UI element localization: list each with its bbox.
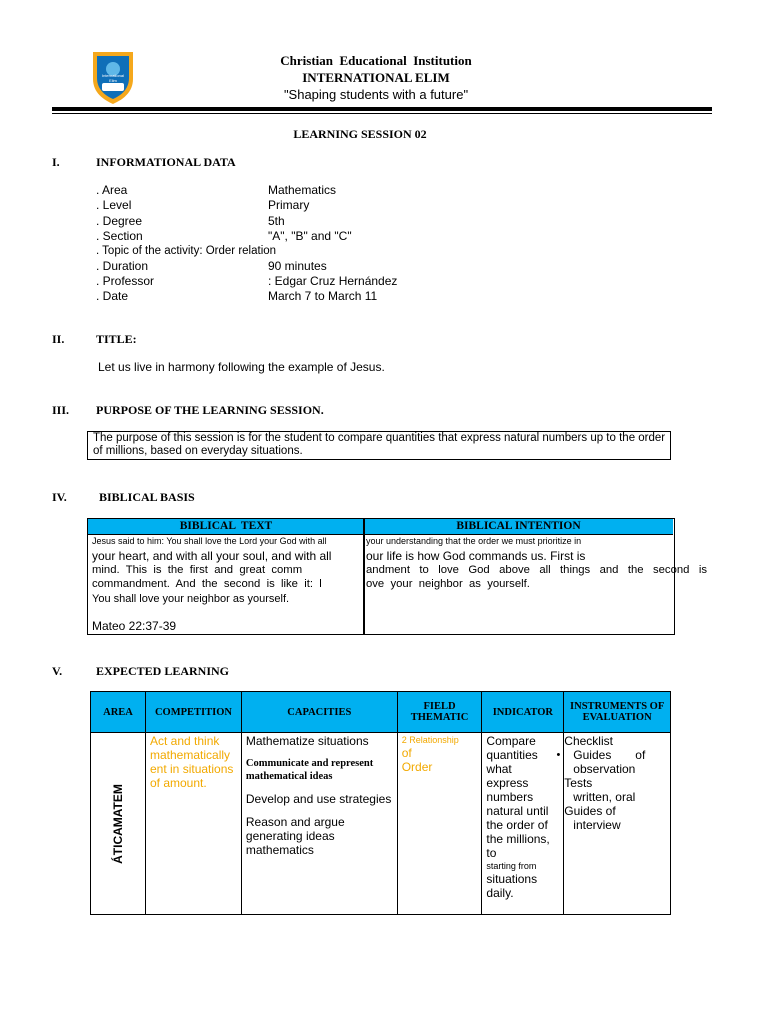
indicator-text: starting from xyxy=(486,861,537,871)
motto: "Shaping students with a future" xyxy=(283,87,469,102)
purpose-box xyxy=(87,431,671,460)
header-instruments: INSTRUMENTS OF EVALUATION xyxy=(564,692,671,733)
info-value: 90 minutes xyxy=(268,259,327,273)
biblical-text-line: Jesus said to him: You shall love the Lord your God with all xyxy=(92,536,327,546)
biblical-intention-line: your understanding that the order we must prioritize in xyxy=(366,536,582,546)
competition-text: Act and think mathematically ent in situations of amount. xyxy=(150,734,234,790)
section-2-title: TITLE: xyxy=(96,332,137,346)
info-label: . Degree xyxy=(96,214,143,228)
field-thematic-cell xyxy=(397,733,482,915)
info-label: . Area xyxy=(96,183,128,197)
info-label: . Professor xyxy=(96,274,155,288)
header-block xyxy=(176,52,576,103)
header-rule-thick xyxy=(52,107,712,111)
area-cell xyxy=(91,733,146,915)
header-area: AREA xyxy=(91,692,146,733)
header-rule-thin xyxy=(52,113,712,114)
biblical-text-line: mind. This is the first and great comm xyxy=(92,564,303,576)
info-label: . Level xyxy=(96,198,132,212)
field-thematic-text: Order xyxy=(401,760,433,774)
biblical-text-line: commandment. And the second is like it: l xyxy=(92,578,322,590)
info-value: 5th xyxy=(268,214,285,228)
header-field-thematic: FIELD THEMATIC xyxy=(397,692,482,733)
biblical-table xyxy=(87,518,707,635)
instrument-item: Guides of xyxy=(564,804,616,818)
header-competition: COMPETITION xyxy=(146,692,242,733)
instruments-cell xyxy=(564,733,671,915)
biblical-intention-line: andment to love God above all things and the second is xyxy=(366,564,707,576)
area-label: ÁTICAMATEM xyxy=(111,783,125,864)
header-indicator: INDICATOR xyxy=(482,692,564,733)
info-value: Mathematics xyxy=(268,183,337,197)
instrument-item: Checklist xyxy=(564,734,613,748)
bullet-icon: • xyxy=(556,749,561,761)
capacity-item: Reason and argue generating ideas mathematics xyxy=(245,815,345,857)
field-thematic-text: 2 Relationship xyxy=(401,735,459,745)
header-capacities: CAPACITIES xyxy=(241,692,397,733)
section-5-number: V. xyxy=(52,664,63,678)
instrument-item: written, oral xyxy=(573,790,636,804)
biblical-reference: Mateo 22:37-39 xyxy=(92,619,177,633)
info-label: . Topic of the activity: Order relation xyxy=(96,245,277,257)
biblical-intention-line: our life is how God commands us. First is xyxy=(366,549,586,563)
biblical-text-line: your heart, and with all your soul, and with all xyxy=(92,549,332,563)
session-title: LEARNING SESSION 02 xyxy=(293,127,427,141)
info-value: March 7 to March 11 xyxy=(268,289,378,303)
section-3-number: III. xyxy=(52,403,70,417)
section-5-title: EXPECTED LEARNING xyxy=(96,664,230,678)
indicator-text: Compare quantities what express numbers natural until the order of the millions, to xyxy=(486,734,550,860)
field-thematic-text: of xyxy=(401,746,412,760)
competition-cell xyxy=(146,733,242,915)
section-4-number: IV. xyxy=(52,490,67,504)
info-label: . Section xyxy=(96,229,143,243)
session-title-text: Let us live in harmony following the example of Jesus. xyxy=(98,360,385,374)
biblical-intention-line: ove your neighbor as yourself. xyxy=(366,578,530,590)
biblical-text-line: You shall love your neighbor as yourself. xyxy=(92,593,290,605)
expected-learning-table xyxy=(90,691,671,915)
indicator-text: situations daily. xyxy=(486,872,538,900)
section-1-number: I. xyxy=(52,155,60,169)
section-3-title: PURPOSE OF THE LEARNING SESSION. xyxy=(96,403,324,417)
logo-text: International Elim xyxy=(101,73,124,83)
capacity-item: Communicate and represent mathematical ideas xyxy=(245,758,374,782)
biblical-text-header: BIBLICAL TEXT xyxy=(179,520,273,532)
org-name: Christian Educational Institution xyxy=(280,53,472,68)
indicator-cell xyxy=(482,733,564,915)
purpose-text: The purpose of this session is for the student to compare quantities that express natural numbers up to the order of millions, based on everyday situations. xyxy=(93,432,666,457)
instrument-item: interview xyxy=(573,818,621,832)
school-logo xyxy=(90,49,136,105)
info-label: . Date xyxy=(96,289,129,303)
biblical-intention-header: BIBLICAL INTENTION xyxy=(456,520,581,532)
table-row xyxy=(91,733,671,915)
section-2-number: II. xyxy=(52,332,65,346)
capacities-cell xyxy=(241,733,397,915)
info-value: "A", "B" and "C" xyxy=(268,229,352,243)
capacity-item: Develop and use strategies xyxy=(245,792,392,806)
capacity-item: Mathematize situations xyxy=(245,734,369,748)
info-label: . Duration xyxy=(96,259,149,273)
table-header-row xyxy=(91,692,671,733)
biblical-divider xyxy=(363,519,365,634)
section-4-title: BIBLICAL BASIS xyxy=(99,490,195,504)
instrument-item: Tests xyxy=(564,776,593,790)
info-value: Primary xyxy=(268,198,310,212)
info-value: : Edgar Cruz Hernández xyxy=(268,274,398,288)
org-name-2: INTERNATIONAL ELIM xyxy=(302,70,450,85)
instrument-item: Guides of observation xyxy=(573,748,646,776)
section-1-title: INFORMATIONAL DATA xyxy=(96,155,236,169)
